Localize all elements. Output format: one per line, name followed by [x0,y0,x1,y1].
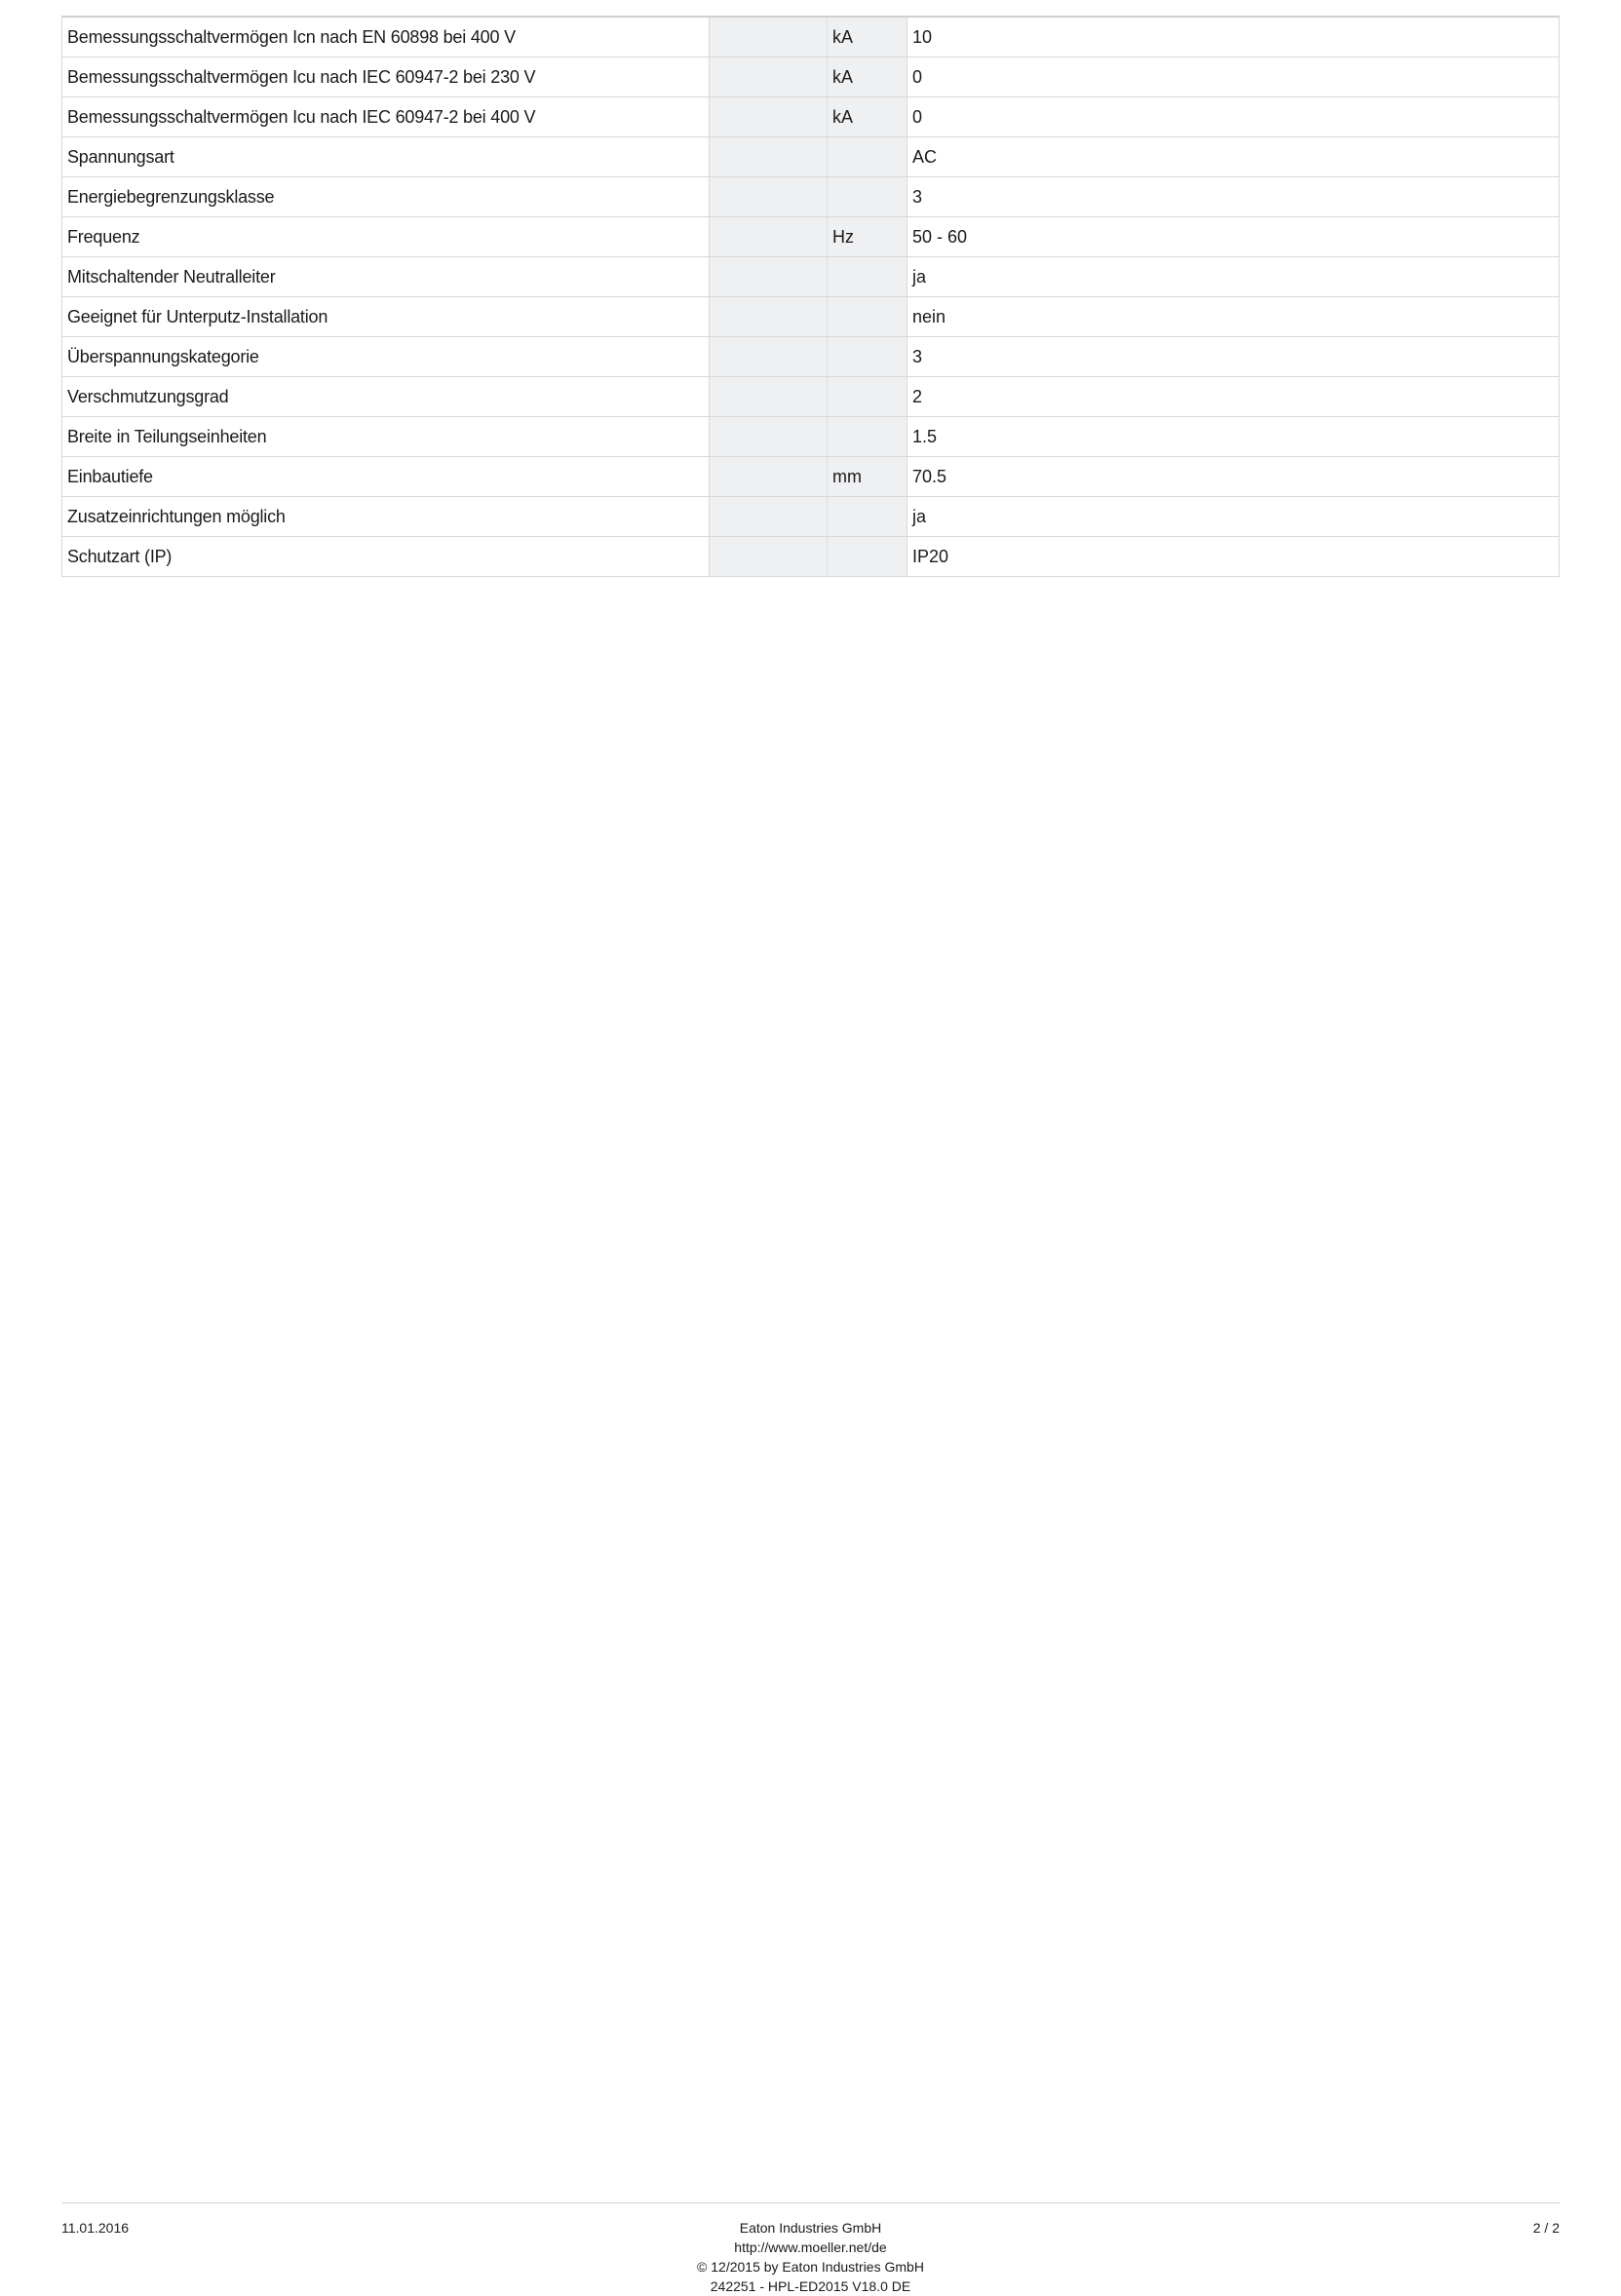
row-code [710,57,828,97]
row-unit [828,337,907,377]
row-value: 3 [907,177,1560,217]
row-label: Schutzart (IP) [62,537,710,577]
row-code [710,97,828,137]
row-label: Zusatzeinrichtungen möglich [62,497,710,537]
row-code [710,537,828,577]
footer-date: 11.01.2016 [61,2220,130,2236]
row-code [710,417,828,457]
table-row [62,177,1560,217]
row-unit: kA [828,57,907,97]
row-label: Bemessungsschaltvermögen Icu nach IEC 60947-2 bei 230 V [62,57,710,97]
footer-center-block [61,2218,1560,2296]
row-label: Frequenz [62,217,710,257]
row-label: Breite in Teilungseinheiten [62,417,710,457]
row-value: IP20 [907,537,1560,577]
row-label: Geeignet für Unterputz-Installation [62,297,710,337]
footer-website-link[interactable]: http://www.moeller.net/de [734,2239,887,2255]
row-unit [828,417,907,457]
row-value: AC [907,137,1560,177]
table-row [62,97,1560,137]
table-row [62,417,1560,457]
row-code [710,497,828,537]
row-value: 70.5 [907,457,1560,497]
row-code [710,337,828,377]
row-label: Bemessungsschaltvermögen Icn nach EN 60898 bei 400 V [62,17,710,57]
table-row [62,17,1560,57]
row-value: 10 [907,17,1560,57]
table-row [62,297,1560,337]
footer-divider [61,2202,1560,2203]
table-row [62,57,1560,97]
row-label: Verschmutzungsgrad [62,377,710,417]
row-label: Spannungsart [62,137,710,177]
row-label: Bemessungsschaltvermögen Icu nach IEC 60947-2 bei 400 V [62,97,710,137]
row-value: nein [907,297,1560,337]
row-unit: kA [828,17,907,57]
row-unit: mm [828,457,907,497]
row-unit [828,177,907,217]
footer-page-number: 2 / 2 [1532,2220,1560,2236]
row-label: Mitschaltender Neutralleiter [62,257,710,297]
row-label: Überspannungskategorie [62,337,710,377]
row-value: ja [907,257,1560,297]
table-row [62,257,1560,297]
row-unit [828,537,907,577]
row-code [710,377,828,417]
row-code [710,217,828,257]
row-unit [828,297,907,337]
table-row [62,537,1560,577]
table-row [62,377,1560,417]
footer-company: Eaton Industries GmbH [739,2220,882,2236]
row-code [710,177,828,217]
table-row [62,497,1560,537]
row-value: 0 [907,97,1560,137]
specification-table-body [62,17,1560,577]
row-unit [828,257,907,297]
footer-copyright: © 12/2015 by Eaton Industries GmbH [697,2259,924,2275]
table-row [62,337,1560,377]
footer-document-id: 242251 - HPL-ED2015 V18.0 DE [710,2278,911,2294]
specification-table [61,16,1560,577]
row-unit [828,137,907,177]
row-value: ja [907,497,1560,537]
table-row [62,137,1560,177]
row-code [710,137,828,177]
row-value: 3 [907,337,1560,377]
row-value: 1.5 [907,417,1560,457]
row-code [710,257,828,297]
row-label: Einbautiefe [62,457,710,497]
table-row [62,457,1560,497]
row-unit: Hz [828,217,907,257]
table-row [62,217,1560,257]
row-code [710,457,828,497]
row-value: 2 [907,377,1560,417]
row-code [710,297,828,337]
row-value: 50 - 60 [907,217,1560,257]
row-label: Energiebegrenzungsklasse [62,177,710,217]
row-unit [828,497,907,537]
row-value: 0 [907,57,1560,97]
row-code [710,17,828,57]
row-unit [828,377,907,417]
row-unit: kA [828,97,907,137]
